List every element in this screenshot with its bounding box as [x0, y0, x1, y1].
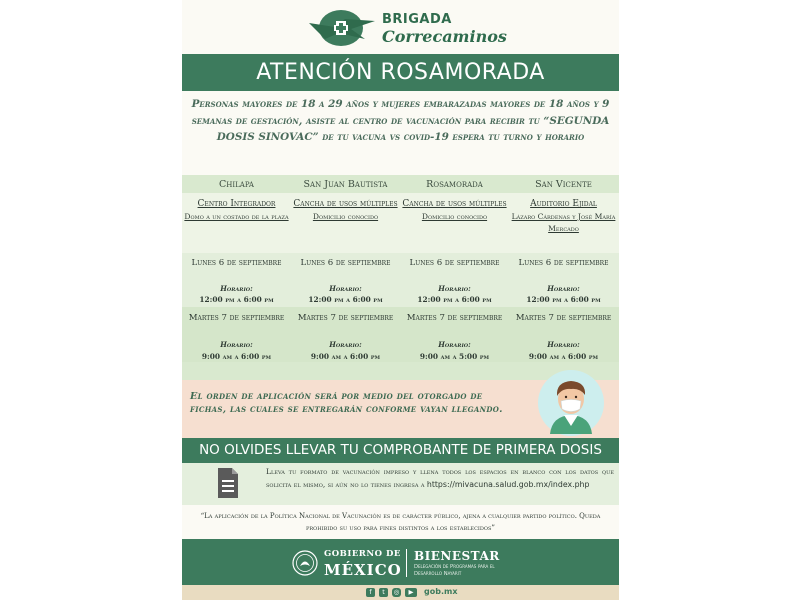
- twitter-icon[interactable]: t: [379, 588, 388, 597]
- vaccination-poster: [182, 0, 619, 600]
- venue-address: Domo a un costado de la plaza: [184, 212, 289, 221]
- venue: [293, 197, 398, 223]
- tuesday-hours-label: Horario:: [438, 340, 471, 349]
- venue-address: Lázaro Cárdenas y José María Mercado: [511, 212, 616, 233]
- tuesday-hours: 9:00 am a 5:00 pm: [419, 352, 490, 361]
- tuesday-hours: 9:00 am a 6:00 pm: [310, 352, 381, 361]
- tuesday-hours: 9:00 am a 6:00 pm: [201, 352, 272, 361]
- footer: [182, 539, 619, 585]
- form-instructions-text: Lleva tu formato de vacunación impreso y llena todos los espacios en blanco con los datos que solicita el mismo, si aún no lo tienes ingresa a: [266, 467, 614, 489]
- monday-date: Lunes 6 de septiembre: [409, 258, 500, 268]
- venue: [402, 197, 507, 223]
- footer-divider: [406, 549, 407, 577]
- gov-line-2: MÉXICO: [324, 561, 402, 579]
- facebook-icon[interactable]: f: [366, 588, 375, 597]
- venue: [511, 197, 616, 235]
- masked-person-icon: [536, 368, 606, 438]
- monday-hours-label: Horario:: [547, 284, 580, 293]
- legal-disclaimer: “La aplicación de la Política Nacional de Vacunación es de carácter público, ajena a cualquier partido político. Queda prohibido su uso para fines distintos a los establecidos”: [200, 512, 601, 532]
- mexico-seal-icon: [292, 550, 318, 576]
- town-name: Rosamorada: [426, 179, 483, 190]
- tuesday-date: Martes 7 de septiembre: [188, 313, 285, 323]
- venue-name: Cancha de usos múltiples: [402, 199, 507, 209]
- venue-name: Cancha de usos múltiples: [293, 199, 398, 209]
- tuesday-date: Martes 7 de septiembre: [406, 313, 503, 323]
- page-title: ATENCIÓN ROSAMORADA: [182, 54, 619, 91]
- tuesday-date: Martes 7 de septiembre: [297, 313, 394, 323]
- notice-text: El orden de aplicación será por medio del otorgado de fichas, las cuales se entregarán conforme vayan llegando.: [190, 391, 503, 415]
- agency-name: BIENESTAR: [414, 549, 500, 563]
- schedule-column: [291, 175, 400, 380]
- brand-line-1: BRIGADA: [382, 12, 452, 27]
- gob-mx-link[interactable]: gob.mx: [424, 587, 458, 596]
- brigada-logo: [305, 5, 505, 49]
- youtube-icon[interactable]: ▶: [405, 588, 417, 597]
- monday-hours: 12:00 pm a 6:00 pm: [199, 295, 274, 304]
- tuesday-date: Martes 7 de septiembre: [515, 313, 612, 323]
- monday-date: Lunes 6 de septiembre: [518, 258, 609, 268]
- social-bar: [182, 585, 619, 600]
- monday-hours: 12:00 pm a 6:00 pm: [417, 295, 492, 304]
- brand-line-2: Correcaminos: [382, 27, 507, 46]
- instagram-icon[interactable]: ◎: [393, 588, 400, 596]
- tuesday-hours: 9:00 am a 6:00 pm: [528, 352, 599, 361]
- tuesday-hours-label: Horario:: [329, 340, 362, 349]
- venue: [184, 197, 289, 223]
- monday-hours: 12:00 pm a 6:00 pm: [526, 295, 601, 304]
- intro-text: Personas mayores de 18 a 29 años y mujeres embarazadas mayores de 18 años y 9 semanas de gestación, asiste al centro de vacunación para recibir tu “SEGUNDA DOSIS SINOVAC” de tu vacuna vs covid-19 espera tu turno y horario: [191, 98, 610, 143]
- gov-line-1: GOBIERNO DE: [324, 549, 401, 559]
- monday-hours: 12:00 pm a 6:00 pm: [308, 295, 383, 304]
- reminder-banner: NO OLVIDES LLEVAR TU COMPROBANTE DE PRIMERA DOSIS: [182, 438, 619, 463]
- schedule-column: [182, 175, 291, 380]
- form-info: [182, 463, 619, 505]
- form-instructions: [266, 466, 614, 491]
- agency-subtitle: Delegación de Programas para el Desarrollo Nayarit: [414, 564, 495, 577]
- town-name: San Juan Bautista: [303, 179, 388, 190]
- monday-date: Lunes 6 de septiembre: [300, 258, 391, 268]
- venue-name: Auditorio Ejidal: [530, 199, 597, 209]
- vaccine-registration-link[interactable]: https://mivacuna.salud.gob.mx/index.php: [426, 479, 590, 489]
- venue-address: Domicilio conocido: [421, 212, 488, 221]
- monday-hours-label: Horario:: [220, 284, 253, 293]
- document-icon: [218, 468, 238, 498]
- town-name: San Vicente: [535, 179, 592, 190]
- venue-address: Domicilio conocido: [312, 212, 379, 221]
- schedule-column: [509, 175, 618, 380]
- monday-hours-label: Horario:: [438, 284, 471, 293]
- roadrunner-cross-icon: [305, 9, 377, 47]
- schedule-column: [400, 175, 509, 380]
- venue-name: Centro Integrador: [197, 199, 276, 209]
- monday-date: Lunes 6 de septiembre: [191, 258, 282, 268]
- schedule-table: [182, 175, 619, 380]
- town-name: Chilapa: [219, 179, 254, 190]
- tuesday-hours-label: Horario:: [220, 340, 253, 349]
- tuesday-hours-label: Horario:: [547, 340, 580, 349]
- monday-hours-label: Horario:: [329, 284, 362, 293]
- notice-box: [182, 380, 619, 438]
